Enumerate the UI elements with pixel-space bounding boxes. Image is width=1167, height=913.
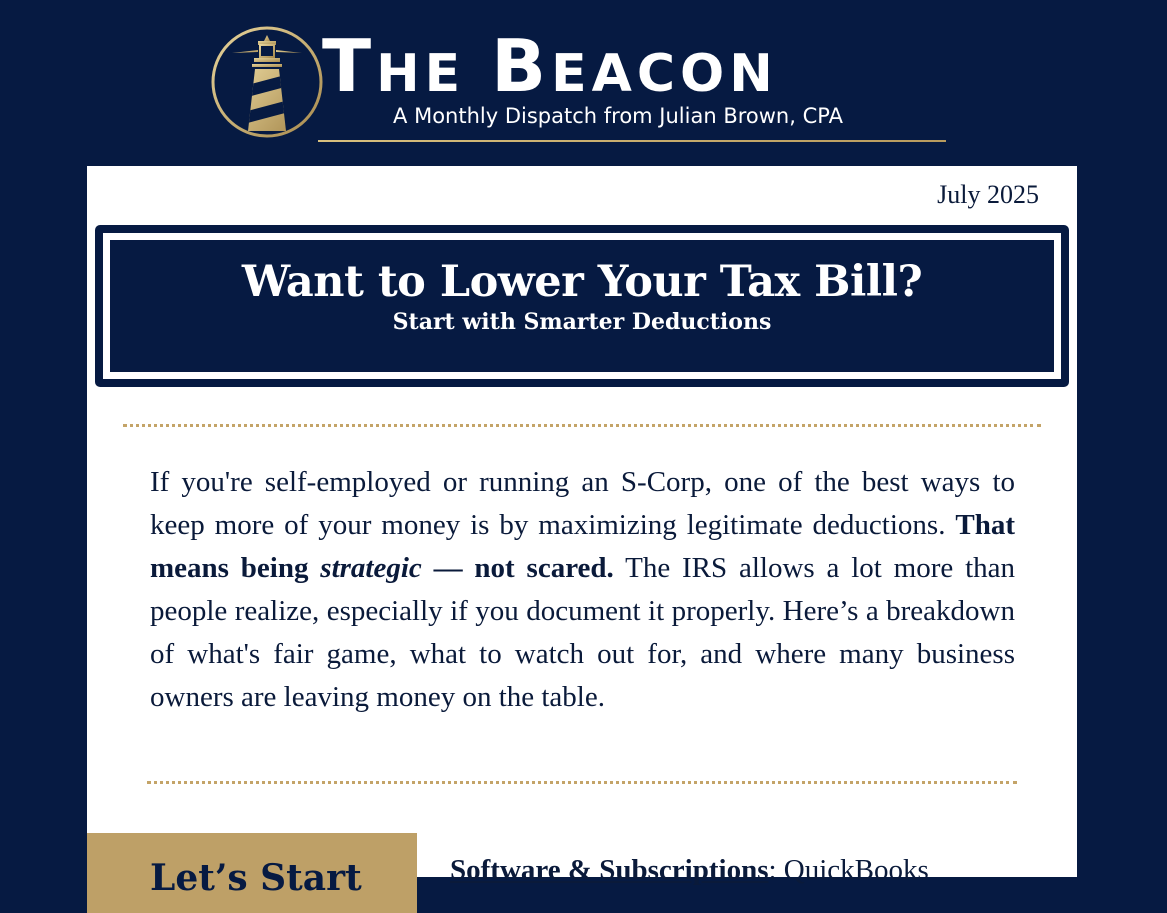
brand-title-initial-1: T — [322, 24, 377, 108]
masthead — [0, 0, 1167, 166]
deduction-item-label: Software & Subscriptions — [450, 854, 769, 886]
hero-frame — [103, 233, 1061, 379]
intro-paragraph — [150, 461, 1015, 719]
intro-text-2: The IRS allows a lot more than people realize, especially if you document it properly. Here’s a breakdown of what's fair game, what to watch out for, and where many business owners are leaving money on the table. — [150, 552, 1015, 713]
intro-text-1: If you're self-employed or running an S-Corp, one of the best ways to keep more of your money is by maximizing legitimate deductions. — [150, 466, 1015, 541]
brand-title-rest-1: HE — [376, 44, 466, 104]
hero-banner — [95, 225, 1069, 387]
deduction-item — [450, 854, 1050, 887]
section-heading: Let’s Start — [150, 857, 362, 899]
brand-title-initial-2: B — [491, 24, 552, 108]
dotted-divider-top — [123, 424, 1041, 427]
lighthouse-icon — [210, 25, 324, 139]
hero-subtitle: Start with Smarter Deductions — [392, 309, 772, 335]
brand-divider — [318, 140, 946, 142]
hero-title: Want to Lower Your Tax Bill? — [241, 257, 923, 307]
brand-title-rest-2: EACON — [551, 44, 778, 104]
intro-emphasis-italic: strategic — [320, 552, 422, 584]
deduction-item-text: : QuickBooks — [768, 854, 929, 886]
brand-tagline: A Monthly Dispatch from Julian Brown, CPA — [393, 104, 843, 128]
dotted-divider-bottom — [147, 781, 1017, 784]
newsletter-panel — [87, 166, 1077, 877]
issue-date: July 2025 — [937, 180, 1039, 209]
brand-title — [322, 24, 942, 108]
intro-emphasis: That means being strategic — not scared. — [150, 509, 1015, 584]
section-heading-box — [87, 833, 417, 913]
